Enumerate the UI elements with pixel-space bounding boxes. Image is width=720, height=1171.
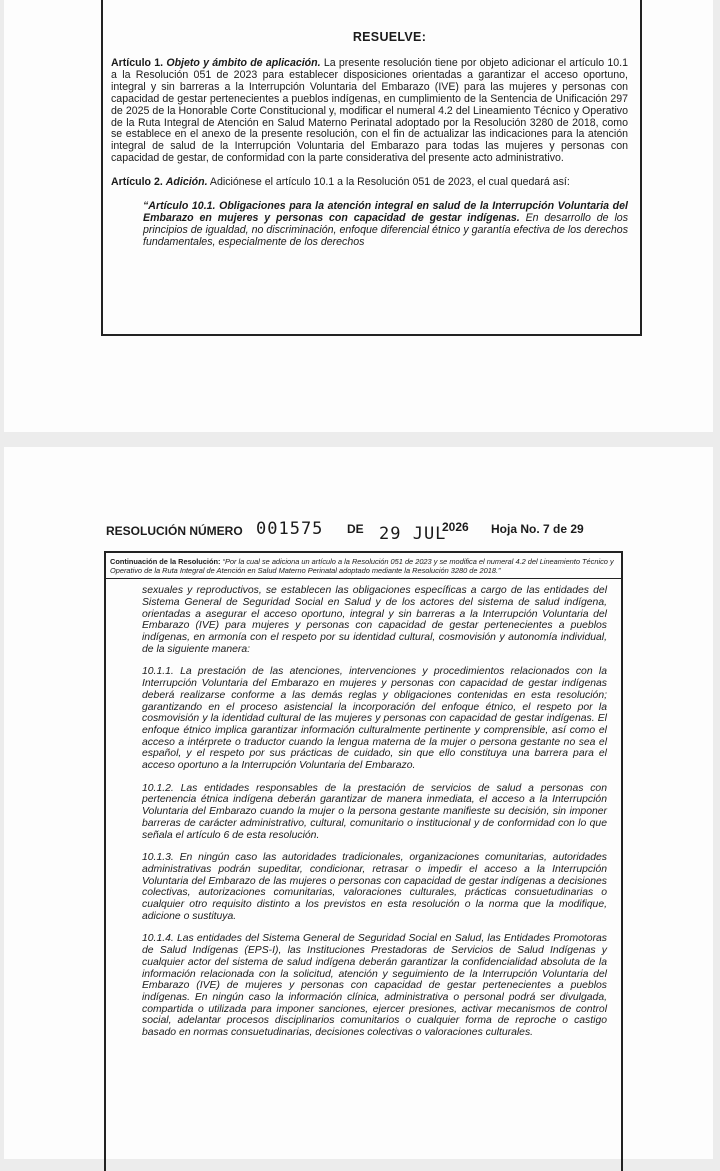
article-1-title: Objeto y ámbito de aplicación. xyxy=(166,57,321,69)
resuelve-heading: RESUELVE: xyxy=(352,30,427,44)
resolution-number-label: RESOLUCIÓN NÚMERO xyxy=(106,524,243,538)
continuation-text: “Por la cual se adiciona un artículo a la Resolución 051 de 2023 y se modifica el numeral 4.2 del Lineamiento Técnico y Operativo de la Ruta Integral de Atención en Salud Materno Perinatal adoptado mediante la Resolución 3280 de 2018.” xyxy=(110,557,614,575)
resolution-header xyxy=(104,515,624,545)
sheet-number: Hoja No. 7 de 29 xyxy=(491,522,584,536)
resolution-number: 001575 xyxy=(256,519,324,539)
article-2-title: Adición. xyxy=(165,176,208,189)
resolution-year: 2026 xyxy=(442,520,469,534)
paragraph-10-1-2: 10.1.2. Las entidades responsables de la prestación de servicios de salud a personas con pertenencia étnica indígena deberán garantizar de manera inmediata, el acceso a la Interrupción Voluntaria del Embarazo cuando la mujer o la persona gestante manifieste su decisión, sin imponer barreras de carácter administrativo, cultural, comunitario o institucional y de conformidad con lo que señala el artículo 6 de esta resolución. xyxy=(142,782,607,841)
article-body xyxy=(106,579,621,1039)
text-frame xyxy=(101,0,642,336)
article-2-label: Artículo 2. xyxy=(111,176,163,189)
paragraph-10-1-3: 10.1.3. En ningún caso las autoridades tradicionales, organizaciones comunitarias, autoridades administrativas podrán supeditar, condicionar, retrasar o impedir el acceso a la Interrupción Voluntaria del Embarazo de las mujeres o personas con capacidad de gestar indígenas a decisiones colectivas, autorizaciones comunitarias, valoraciones culturales, prácticas consuetudinarias o cualquier otro requisito distinto a los previstos en esta resolución o la norma que la modifique, adicione o sustituya. xyxy=(142,852,607,922)
quote-title: “Artículo 10.1. Obligaciones para la atención integral en salud de la Interrupción Voluntaria del Embarazo en mujeres y personas con capacidad de gestar indígenas. xyxy=(143,200,628,224)
article-1-text: La presente resolución tiene por objeto adicionar el artículo 10.1 a la Resolución 051 de 2023 para establecer disposiciones orientadas a garantizar el acceso oportuno, integral y sin barreras a la Interrupción Voluntaria del Embarazo (IVE) para las mujeres y personas con capacidad de gestar pertenecientes a pueblos indígenas, en cumplimiento de la Sentencia de Unificación 297 de 2025 de la Honorable Corte Constitucional y, modificar el numeral 4.2 del Lineamiento Técnico y Operativo de la Ruta Integral de Atención en Salud Materno Perinatal adoptado por la Resolución 3280 de 2018, como se establece en el anexo de la presente resolución, con el fin de actualizar las indicaciones para la atención integral de salud de la Interrupción Voluntaria del Embarazo para todas las mujeres y personas con capacidad de gestar, de conformidad con la parte considerativa del presente acto administrativo. xyxy=(111,57,628,165)
article-1 xyxy=(111,58,628,165)
document-page-2 xyxy=(4,447,713,1159)
paragraph-10-1-1: 10.1.1. La prestación de las atenciones, intervenciones y procedimientos relacionados con la Interrupción Voluntaria del Embarazo en mujeres y personas con capacidad de gestar indígenas deberá realizarse conforme a las demás reglas y obligaciones contenidas en esta resolución; garantizando en el proceso asistencial la incorporación del enfoque étnico, el respeto por la cosmovisión y la identidad cultural de las mujeres y personas con capacidad de gestar indígenas. El enfoque étnico implica garantizar información culturalmente pertinente y comprensible, así como el acceso a intérprete o traductor cuando la lengua materna de la mujer o persona gestante no sea el español, y el respeto por sus prácticas de cuidado, sin que ello constituya una barrera para el acceso oportuno a la Interrupción Voluntaria del Embarazo. xyxy=(142,666,607,772)
article-10-1-quote xyxy=(143,201,628,249)
article-2-text: Adiciónese el artículo 10.1 a la Resolución 051 de 2023, el cual quedará así: xyxy=(209,176,570,189)
quote-text: En desarrollo de los principios de igualdad, no discriminación, enfoque diferencial étnico y garantía efectiva de los derechos fundamentales, especialmente de los derechos xyxy=(143,211,628,248)
de-label: DE xyxy=(347,522,364,536)
article-1-label: Artículo 1. xyxy=(111,57,164,69)
article-2 xyxy=(111,177,628,189)
resolution-date: 29 JUL xyxy=(379,524,447,544)
text-frame-2 xyxy=(104,551,623,1171)
continuation-label: Continuación de la Resolución: xyxy=(110,557,221,566)
continuation-header xyxy=(106,553,621,579)
intro-paragraph: sexuales y reproductivos, se establecen las obligaciones específicas a cargo de las entidades del Sistema General de Seguridad Social en Salud y de los actores del sistema de salud indígena, orientadas a asegurar el acceso oportuno, integral y sin barreras a la Interrupción Voluntaria del Embarazo (IVE) para mujeres y personas con capacidad de gestar pertenecientes a pueblos indígenas, en armonía con el respeto por su identidad cultural, cosmovisión y autonomía individual, de la siguiente manera: xyxy=(142,585,607,655)
document-page-1 xyxy=(4,0,713,432)
paragraph-10-1-4: 10.1.4. Las entidades del Sistema General de Seguridad Social en Salud, las Entidades Promotoras de Salud Indígenas (EPS-I), las Instituciones Prestadoras de Servicios de Salud Indígenas y cualquier actor del sistema de salud indígena deberán garantizar la confidencialidad absoluta de la información relacionada con la solicitud, atención y seguimiento de la Interrupción Voluntaria del Embarazo (IVE) de mujeres y personas con capacidad de gestar pertenecientes a pueblos indígenas. En ningún caso la información clínica, administrativa o personal podrá ser divulgada, compartida o utilizada para imponer sanciones, ejercer presiones, activar mecanismos de control social, adelantar procesos disciplinarios comunitarios o cualquier forma de reproche o castigo basado en normas consuetudinarias, decisiones colectivas o valoraciones culturales. xyxy=(142,933,607,1039)
